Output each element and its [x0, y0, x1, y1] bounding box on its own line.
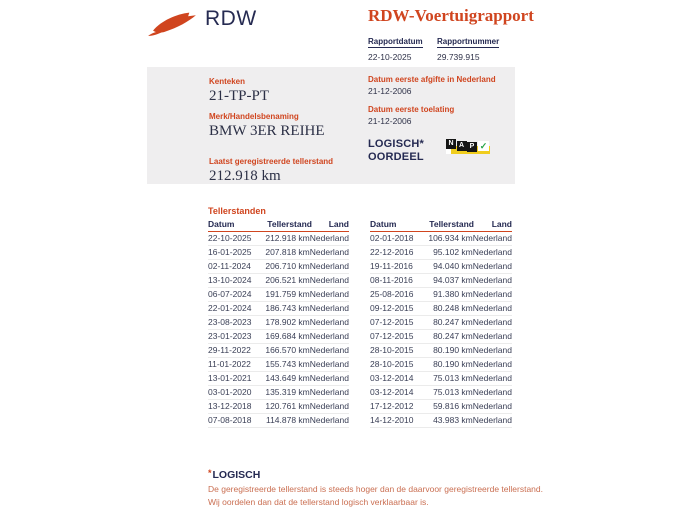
vehicle-info-right-column — [368, 75, 513, 164]
table-row — [208, 288, 349, 302]
cell-land: Nederland — [309, 233, 349, 243]
cell-tellerstand: 178.902 km — [265, 317, 310, 327]
cell-land: Nederland — [472, 233, 512, 243]
cell-tellerstand: 80.248 km — [433, 303, 473, 313]
column-header-datum: Datum — [370, 219, 397, 229]
cell-tellerstand: 59.816 km — [433, 401, 473, 411]
table-row — [208, 358, 349, 372]
cell-datum: 29-11-2022 — [208, 345, 251, 355]
cell-land: Nederland — [309, 415, 349, 425]
table-row — [208, 260, 349, 274]
cell-land: Nederland — [309, 387, 349, 397]
cell-land: Nederland — [309, 345, 349, 355]
cell-tellerstand: 166.570 km — [265, 345, 310, 355]
cell-tellerstand: 95.102 km — [433, 247, 473, 257]
table-row — [208, 400, 349, 414]
cell-datum: 08-11-2016 — [370, 275, 413, 285]
cell-land: Nederland — [472, 387, 512, 397]
cell-land: Nederland — [472, 303, 512, 313]
laatste-tellerstand-value: 212.918 km — [209, 168, 281, 184]
cell-land: Nederland — [472, 261, 512, 271]
cell-datum: 07-12-2015 — [370, 317, 414, 327]
footnote-title — [208, 468, 260, 481]
cell-datum: 07-08-2018 — [208, 415, 252, 425]
cell-datum: 16-01-2025 — [208, 247, 252, 257]
nap-checkmark-icon: ✓ — [479, 141, 488, 151]
tellerstanden-table-left — [208, 218, 349, 428]
cell-tellerstand: 43.983 km — [433, 415, 473, 425]
cell-tellerstand: 120.761 km — [265, 401, 310, 411]
table-row — [208, 274, 349, 288]
column-header-datum: Datum — [208, 219, 235, 229]
cell-land: Nederland — [309, 261, 349, 271]
cell-tellerstand: 91.380 km — [433, 289, 473, 299]
cell-land: Nederland — [309, 401, 349, 411]
report-title: RDW-Voertuigrapport — [368, 6, 534, 25]
cell-tellerstand: 94.037 km — [433, 275, 473, 285]
column-header-tellerstand: Tellerstand — [429, 219, 474, 229]
table-row — [370, 260, 512, 274]
cell-datum: 25-08-2016 — [370, 289, 414, 299]
cell-datum: 14-12-2010 — [370, 415, 414, 425]
cell-datum: 03-12-2014 — [370, 373, 414, 383]
footnote-text: De geregistreerde tellerstand is steeds hoger dan de daarvoor geregistreerde tellerstand. Wij oordelen dan dat de tellerstand logisch verklaarbaar is. — [208, 484, 544, 507]
cell-land: Nederland — [309, 303, 349, 313]
table-row — [370, 372, 512, 386]
toelating-label: Datum eerste toelating — [368, 105, 455, 114]
cell-tellerstand: 75.013 km — [433, 373, 473, 383]
cell-tellerstand: 207.818 km — [265, 247, 310, 257]
cell-tellerstand: 80.190 km — [433, 359, 473, 369]
tellerstanden-table-right — [370, 218, 512, 428]
cell-tellerstand: 186.743 km — [265, 303, 310, 313]
cell-datum: 19-11-2016 — [370, 261, 413, 271]
cell-datum: 22-12-2016 — [370, 247, 414, 257]
report-number-block — [437, 31, 499, 62]
cell-land: Nederland — [309, 317, 349, 327]
cell-datum: 28-10-2015 — [370, 345, 414, 355]
cell-datum: 23-01-2023 — [208, 331, 252, 341]
table-row — [208, 246, 349, 260]
rdw-wordmark: RDW — [205, 7, 257, 30]
cell-land: Nederland — [472, 373, 512, 383]
cell-land: Nederland — [472, 345, 512, 355]
column-header-tellerstand: Tellerstand — [267, 219, 312, 229]
cell-land: Nederland — [472, 317, 512, 327]
merk-value: BMW 3ER REIHE — [209, 123, 325, 139]
cell-tellerstand: 206.710 km — [265, 261, 310, 271]
judgement-block — [368, 138, 513, 164]
cell-tellerstand: 155.743 km — [265, 359, 310, 369]
cell-datum: 22-10-2025 — [208, 233, 252, 243]
cell-tellerstand: 106.934 km — [428, 233, 473, 243]
cell-tellerstand: 212.918 km — [265, 233, 310, 243]
cell-land: Nederland — [309, 289, 349, 299]
cell-land: Nederland — [309, 275, 349, 285]
nap-white-notch — [446, 149, 451, 154]
toelating-value: 21-12-2006 — [368, 116, 412, 126]
cell-land: Nederland — [472, 289, 512, 299]
cell-land: Nederland — [309, 359, 349, 369]
cell-land: Nederland — [472, 331, 512, 341]
table-row — [370, 246, 512, 260]
cell-datum: 07-12-2015 — [370, 331, 414, 341]
cell-land: Nederland — [472, 359, 512, 369]
table-row — [370, 316, 512, 330]
report-date-block — [368, 31, 425, 62]
cell-datum: 02-01-2018 — [370, 233, 414, 243]
afgifte-label: Datum eerste afgifte in Nederland — [368, 75, 496, 84]
cell-tellerstand: 135.319 km — [265, 387, 310, 397]
cell-tellerstand: 80.247 km — [433, 331, 473, 341]
table-row — [208, 330, 349, 344]
table-row — [370, 330, 512, 344]
report-number-value: 29.739.915 — [437, 52, 480, 62]
cell-land: Nederland — [472, 275, 512, 285]
vehicle-info-left-column — [209, 77, 359, 192]
cell-datum: 03-12-2014 — [370, 387, 414, 397]
report-date-label: Rapportdatum — [368, 37, 423, 46]
rdw-logo-icon — [146, 10, 198, 38]
cell-tellerstand: 143.649 km — [265, 373, 310, 383]
cell-tellerstand: 169.684 km — [265, 331, 310, 341]
cell-land: Nederland — [472, 415, 512, 425]
table-header-row — [208, 218, 349, 232]
cell-tellerstand: 75.013 km — [433, 387, 473, 397]
laatste-tellerstand-label: Laatst geregistreerde tellerstand — [209, 157, 334, 166]
cell-land: Nederland — [309, 373, 349, 383]
logisch-oordeel-text — [368, 138, 424, 164]
cell-datum: 23-08-2023 — [208, 317, 252, 327]
table-row — [208, 302, 349, 316]
column-header-land: Land — [491, 219, 512, 229]
cell-datum: 09-12-2015 — [370, 303, 414, 313]
column-header-land: Land — [328, 219, 349, 229]
nap-letter-p: P — [467, 142, 477, 152]
kenteken-label: Kenteken — [209, 77, 246, 86]
table-row — [370, 302, 512, 316]
cell-datum: 03-01-2020 — [208, 387, 252, 397]
cell-datum: 06-07-2024 — [208, 289, 252, 299]
cell-datum: 02-11-2024 — [208, 261, 251, 271]
nap-letter-a: A — [457, 141, 467, 151]
table-row — [370, 386, 512, 400]
report-date-value: 22-10-2025 — [368, 52, 412, 62]
cell-tellerstand: 114.878 km — [265, 415, 310, 425]
kenteken-value: 21-TP-PT — [209, 88, 269, 104]
table-row — [370, 274, 512, 288]
oordeel-line2: OORDEEL — [368, 151, 424, 163]
cell-datum: 13-10-2024 — [208, 275, 252, 285]
tellerstanden-section-title: Tellerstanden — [208, 206, 266, 216]
cell-datum: 28-10-2015 — [370, 359, 414, 369]
cell-datum: 22-01-2024 — [208, 303, 252, 313]
cell-land: Nederland — [309, 247, 349, 257]
table-row — [208, 232, 349, 246]
cell-land: Nederland — [472, 247, 512, 257]
cell-tellerstand: 94.040 km — [433, 261, 473, 271]
cell-datum: 13-01-2021 — [208, 373, 252, 383]
nap-letter-n: N — [446, 139, 456, 149]
afgifte-value: 21-12-2006 — [368, 86, 412, 96]
table-header-row — [370, 218, 512, 232]
footnote-title-text: LOGISCH — [212, 469, 261, 481]
nap-logo-icon — [446, 139, 492, 156]
report-meta — [368, 31, 499, 62]
cell-land: Nederland — [309, 331, 349, 341]
cell-land: Nederland — [472, 401, 512, 411]
table-row — [370, 358, 512, 372]
cell-tellerstand: 80.190 km — [433, 345, 473, 355]
oordeel-line1: LOGISCH* — [368, 138, 424, 150]
table-row — [208, 372, 349, 386]
report-number-label: Rapportnummer — [437, 37, 500, 46]
table-row — [208, 414, 349, 428]
cell-tellerstand: 80.247 km — [433, 317, 473, 327]
cell-datum: 17-12-2012 — [370, 401, 414, 411]
table-row — [370, 288, 512, 302]
cell-tellerstand: 206.521 km — [265, 275, 310, 285]
table-row — [370, 344, 512, 358]
table-row — [208, 344, 349, 358]
table-row — [208, 386, 349, 400]
table-row — [370, 400, 512, 414]
cell-datum: 13-12-2018 — [208, 401, 252, 411]
cell-tellerstand: 191.759 km — [265, 289, 310, 299]
footnote-asterisk: * — [208, 468, 212, 478]
table-row — [370, 232, 512, 246]
table-row — [208, 316, 349, 330]
table-row — [370, 414, 512, 428]
vehicle-info-box — [147, 67, 515, 184]
cell-datum: 11-01-2022 — [208, 359, 251, 369]
merk-label: Merk/Handelsbenaming — [209, 112, 299, 121]
